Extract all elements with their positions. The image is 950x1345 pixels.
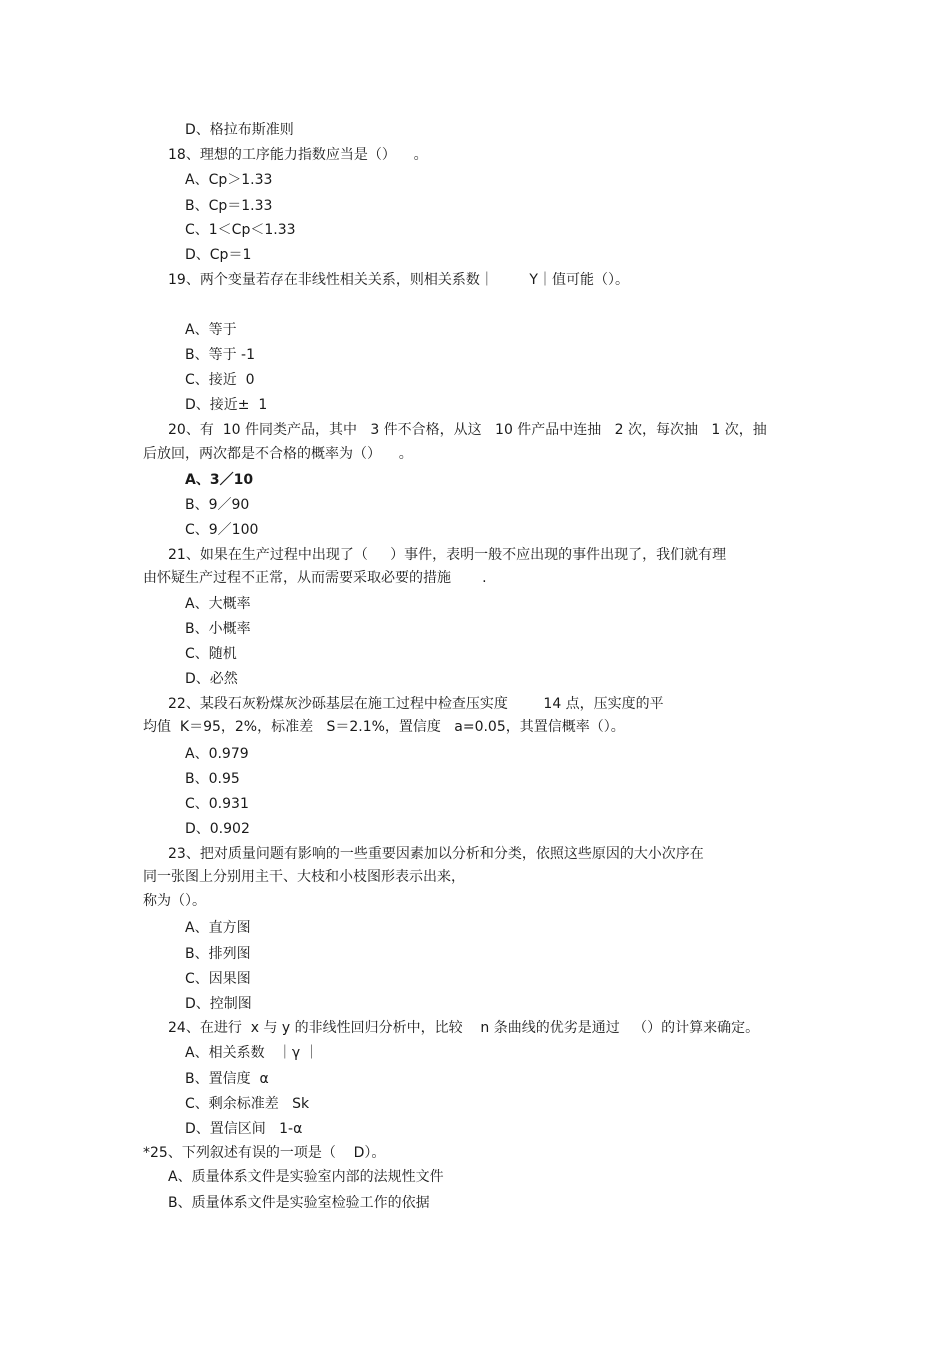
option-line: B、小概率: [185, 621, 251, 637]
option-line: C、剩余标准差 Sk: [185, 1096, 310, 1112]
option-line: D、格拉布斯准则: [185, 122, 294, 138]
option-line: C、因果图: [185, 971, 251, 987]
question-line: 24、在进行 x 与 y 的非线性回归分析中，比较 n 条曲线的优劣是通过 （）的计算来确定。: [168, 1020, 760, 1036]
option-line: C、接近 0: [185, 372, 255, 388]
option-line: B、排列图: [185, 946, 251, 962]
option-line: B、Cp＝1.33: [185, 198, 273, 214]
option-line: D、必然: [185, 671, 238, 687]
option-line: B、等于 -1: [185, 347, 256, 363]
option-line: B、0.95: [185, 771, 240, 787]
option-line: A、大概率: [185, 596, 251, 612]
question-line: 19、两个变量若存在非线性相关关系，则相关系数｜ Y｜值可能（）。: [168, 272, 629, 288]
option-line: A、0.979: [185, 746, 249, 762]
question-line: 22、某段石灰粉煤灰沙砾基层在施工过程中检查压实度 14 点，压实度的平: [168, 696, 664, 712]
option-line: B、质量体系文件是实验室检验工作的依据: [168, 1195, 430, 1211]
question-line: 23、把对质量问题有影响的一些重要因素加以分析和分类，依照这些原因的大小次序在: [168, 846, 704, 862]
option-line: D、控制图: [185, 996, 252, 1012]
question-continuation: 由怀疑生产过程不正常，从而需要采取必要的措施 .: [143, 570, 487, 586]
question-continuation: 同一张图上分别用主干、大枝和小枝图形表示出来，: [143, 869, 465, 885]
question-continuation: 均值 K＝95，2%，标准差 S＝2.1%，置信度 a=0.05，其置信概率（）。: [143, 719, 625, 735]
option-line: C、9／100: [185, 522, 259, 538]
option-line: C、随机: [185, 646, 237, 662]
option-line: A、直方图: [185, 920, 251, 936]
option-line: D、接近± 1: [185, 397, 268, 413]
option-line: D、置信区间 1-α: [185, 1121, 303, 1137]
question-line: *25、下列叙述有误的一项是（ D）。: [143, 1145, 386, 1161]
option-line: B、置信度 α: [185, 1071, 269, 1087]
option-line: D、0.902: [185, 821, 250, 837]
option-line: A、质量体系文件是实验室内部的法规性文件: [168, 1169, 444, 1185]
option-line: D、Cp＝1: [185, 247, 252, 263]
option-line: B、9／90: [185, 497, 250, 513]
option-line: A、等于: [185, 322, 237, 338]
question-continuation: 称为（）。: [143, 893, 206, 909]
question-continuation: 后放回，两次都是不合格的概率为（） 。: [143, 446, 413, 462]
question-line: 18、理想的工序能力指数应当是（） 。: [168, 147, 428, 163]
option-line: A、相关系数 ｜γ ｜: [185, 1045, 319, 1061]
option-line: C、1＜Cp＜1.33: [185, 222, 296, 238]
option-line: C、0.931: [185, 796, 249, 812]
option-line: A、3／10: [185, 472, 254, 488]
option-line: A、Cp＞1.33: [185, 172, 273, 188]
question-line: 21、如果在生产过程中出现了（ ）事件，表明一般不应出现的事件出现了，我们就有理: [168, 547, 727, 563]
question-line: 20、有 10 件同类产品，其中 3 件不合格，从这 10 件产品中连抽 2 次，每次抽 1 次，抽: [168, 422, 767, 438]
